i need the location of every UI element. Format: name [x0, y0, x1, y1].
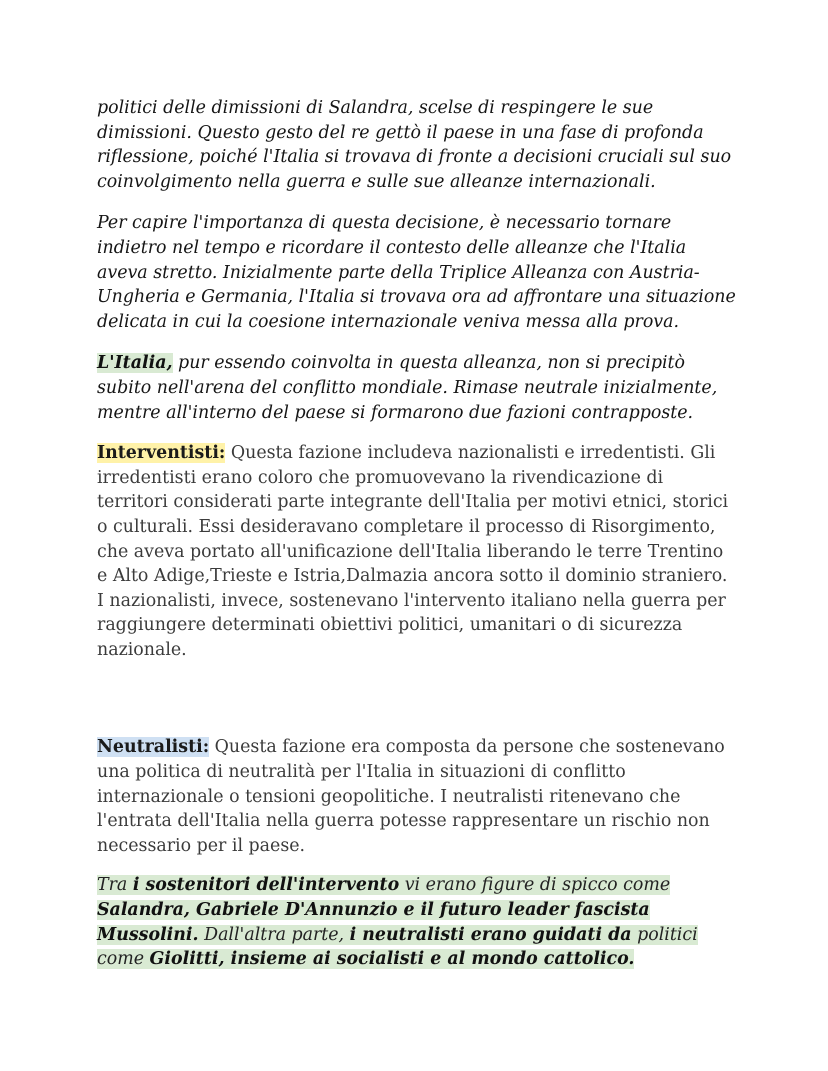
- paragraph-sostenitori: [97, 873, 737, 971]
- sostenitori-s2: i sostenitori dell'intervento: [132, 875, 400, 896]
- sostenitori-s8: Giolitti, insieme ai socialisti e al mondo cattolico.: [149, 949, 635, 970]
- italia-highlight: L'Italia,: [97, 353, 173, 374]
- sostenitori-s4: Salandra, Gabriele D'Annunzio e il futuro leader fascista Mussolini.: [97, 900, 650, 945]
- neutralisti-label: Neutralisti:: [97, 737, 210, 758]
- paragraph-neutralisti: [97, 735, 737, 858]
- sostenitori-s3: vi erano figure di spicco come: [399, 875, 671, 896]
- paragraph-alleanze: Per capire l'importanza di questa decisione, è necessario tornare indietro nel tempo e ricordare il contesto delle alleanze che l'Italia aveva stretto. Inizialmente parte della Triplice Alleanza con Austria-Ungheria e Germania, l'Italia si trovava ora ad affrontare una situazione delicata in cui la coesione internazionale veniva messa alla prova.: [97, 213, 736, 332]
- sostenitori-s6: i neutralisti erano guidati da: [349, 924, 632, 945]
- sostenitori-s5: Dall'altra parte,: [198, 924, 350, 945]
- sostenitori-s7: politici come: [97, 924, 698, 970]
- paragraph-neutralita: [97, 351, 737, 425]
- paragraph-dimissioni: politici delle dimissioni di Salandra, scelse di respingere le sue dimissioni. Questo gesto del re gettò il paese in una fase di profonda riflessione, poiché l'Italia si trovava di fronte a decisioni cruciali sul suo coinvolgimento nella guerra e sulle sue alleanze internazionali.: [97, 98, 732, 192]
- document-page: [97, 96, 737, 972]
- sostenitori-s1: Tra: [97, 875, 133, 896]
- interventisti-text: Questa fazione includeva nazionalisti e irredentisti. Gli irredentisti erano coloro che promuovevano la rivendicazione di territori considerati parte integrante dell'Italia per motivi etnici, storici o culturali. Essi desideravano completare il processo di Risorgimento, che aveva portato all'unificazione dell'Italia liberando le terre Trentino e Alto Adige,Trieste e Istria,Dalmazia ancora sotto il dominio straniero. I nazionalisti, invece, sostenevano l'intervento italiano nella guerra per raggiungere determinati obiettivi politici, umanitari o di sicurezza nazionale.: [97, 443, 729, 660]
- neutralisti-text: Questa fazione era composta da persone che sostenevano una politica di neutralità per l'Italia in situazioni di conflitto internazionale o tensioni geopolitiche. I neutralisti ritenevano che l'entrata dell'Italia nella guerra potesse rappresentare un rischio non necessario per il paese.: [97, 737, 725, 856]
- paragraph-interventisti: [97, 441, 737, 662]
- paragraph-neutralita-text: pur essendo coinvolta in questa alleanza, non si precipitò subito nell'arena del conflitto mondiale. Rimase neutrale inizialmente, mentre all'interno del paese si formarono due fazioni contrapposte.: [97, 353, 718, 423]
- interventisti-label: Interventisti:: [97, 443, 226, 464]
